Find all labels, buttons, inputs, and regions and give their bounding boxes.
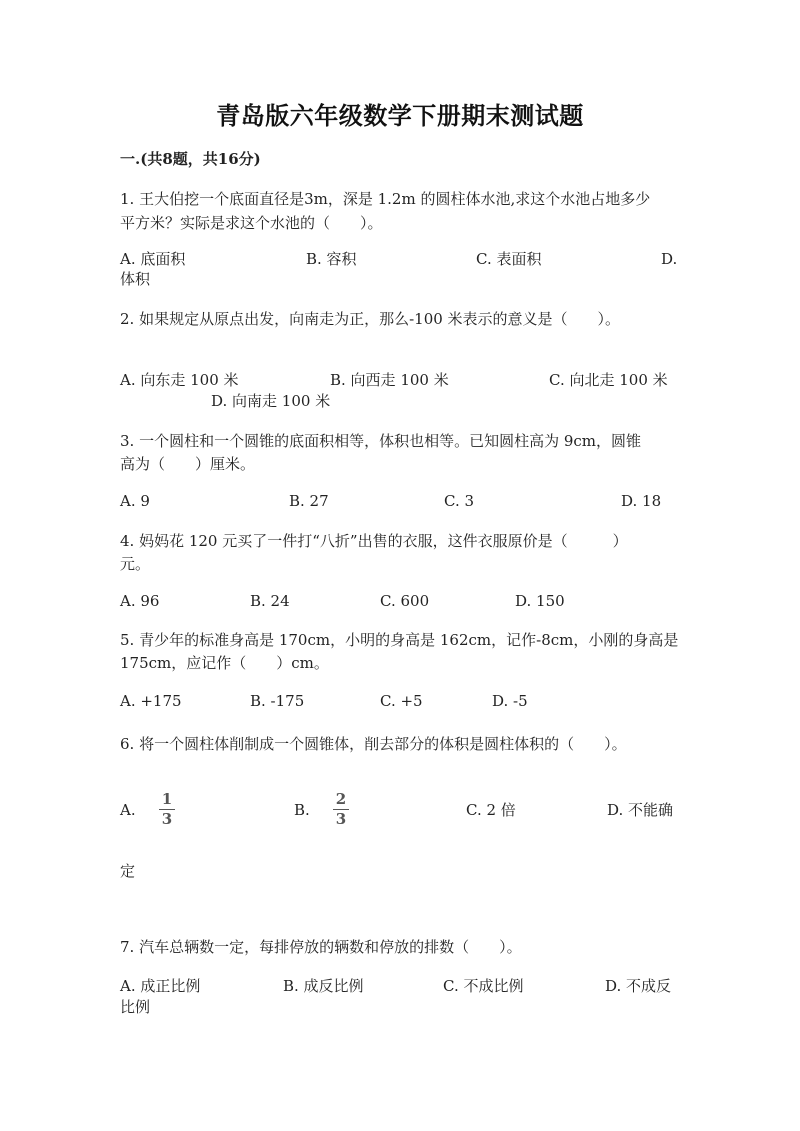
question-6-option-c: C. 2 倍	[466, 801, 516, 819]
question-6-option-b-fraction	[333, 791, 349, 828]
question-4-line-2: 元。	[120, 555, 151, 573]
question-2-option-c: C. 向北走 100 米	[549, 371, 668, 389]
question-6-line-1: 6. 将一个圆柱体削制成一个圆锥体，削去部分的体积是圆柱体积的（ ）。	[120, 735, 627, 753]
question-7-option-a: A. 成正比例	[120, 977, 201, 995]
question-4-option-a: A. 96	[120, 592, 160, 610]
question-1-option-a: A. 底面积	[120, 250, 186, 268]
question-6-option-d-wrap: 定	[120, 862, 136, 880]
question-6-option-a-fraction	[159, 791, 175, 828]
question-1-option-b: B. 容积	[306, 250, 357, 268]
question-2-option-a: A. 向东走 100 米	[120, 371, 239, 389]
section-heading: 一.(共8题，共16分)	[120, 150, 261, 168]
question-6-option-b: B.	[294, 801, 310, 819]
fraction-numerator: 1	[161, 790, 173, 808]
question-4-line-1: 4. 妈妈花 120 元买了一件打“八折”出售的衣服，这件衣服原价是（ ）	[120, 532, 628, 550]
question-1-option-c: C. 表面积	[476, 250, 542, 268]
question-1-option-d: D.	[661, 250, 678, 268]
question-7-option-d-wrap: 比例	[120, 998, 151, 1016]
question-2-line-1: 2. 如果规定从原点出发，向南走为正，那么-100 米表示的意义是（ ）。	[120, 310, 621, 328]
question-1-line-2: 平方米？实际是求这个水池的（ ）。	[120, 214, 383, 232]
question-5-line-1: 5. 青少年的标准身高是 170cm，小明的身高是 162cm，记作-8cm，小刚的身高是	[120, 631, 679, 649]
question-5-line-2: 175cm，应记作（ ）cm。	[120, 654, 329, 672]
question-5-option-c: C. +5	[380, 692, 423, 710]
question-3-option-a: A. 9	[120, 492, 150, 510]
question-3-line-1: 3. 一个圆柱和一个圆锥的底面积相等，体积也相等。已知圆柱高为 9cm，圆锥	[120, 432, 642, 450]
question-2-option-d: D. 向南走 100 米	[211, 392, 331, 410]
page-title: 青岛版六年级数学下册期末测试题	[216, 101, 584, 130]
question-3-option-c: C. 3	[444, 492, 475, 510]
question-1-line-1: 1. 王大伯挖一个底面直径是3m，深是 1.2m 的圆柱体水池,求这个水池占地多少	[120, 190, 651, 208]
question-7-option-b: B. 成反比例	[283, 977, 364, 995]
question-6-option-d: D. 不能确	[607, 801, 674, 819]
question-7-option-d: D. 不成反	[605, 977, 672, 995]
fraction-denominator: 3	[161, 810, 173, 828]
question-3-line-2: 高为（ ）厘米。	[120, 455, 256, 473]
question-4-option-c: C. 600	[380, 592, 430, 610]
question-1-option-d-wrap: 体积	[120, 270, 151, 288]
question-4-option-b: B. 24	[250, 592, 290, 610]
question-3-option-d: D. 18	[621, 492, 662, 510]
question-4-option-d: D. 150	[515, 592, 565, 610]
question-3-option-b: B. 27	[289, 492, 329, 510]
question-5-option-a: A. +175	[120, 692, 182, 710]
question-5-option-b: B. -175	[250, 692, 305, 710]
question-6-option-a: A.	[120, 801, 136, 819]
question-5-option-d: D. -5	[492, 692, 528, 710]
question-7-line-1: 7. 汽车总辆数一定，每排停放的辆数和停放的排数（ ）。	[120, 938, 522, 956]
fraction-denominator: 3	[335, 810, 347, 828]
question-7-option-c: C. 不成比例	[443, 977, 524, 995]
fraction-numerator: 2	[335, 790, 347, 808]
question-2-option-b: B. 向西走 100 米	[330, 371, 449, 389]
